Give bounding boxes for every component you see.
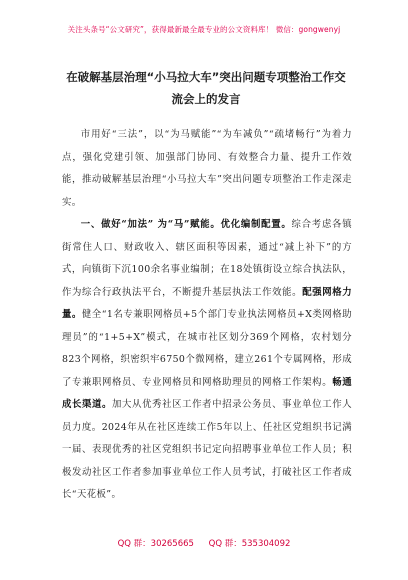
footer-contacts — [0, 537, 408, 549]
title-line-2: 流会上的发言 — [171, 92, 241, 106]
qq-group-1: QQ 群：30265665 — [117, 539, 194, 549]
text-growth: 加大从优秀社区工作者中招录公务员、事业单位工作人员力度。2024年从在社区连续工作5年以上、任社区党组织书记满一届、表现优秀的社区党组织书记定向招聘事业单位工作人员；积极发动社区工作者参加事业单位工作人员考试，打破社区工作者成长“天花板”。 — [62, 399, 352, 500]
text-staffing: 综合考虑各镇街常住人口、财政收入、辖区面积等因素，通过“减上补下”的方式，向镇街下沉100余名事业编制；在18处镇街设立综合执法队，作为综合行政执法平台，不断提升基层执法工作效能。 — [62, 219, 352, 298]
promo-banner: 关注头条号“公文研究”，获得最新最全最专业的公文资料库！ 微信：gongwenyj — [67, 25, 341, 34]
section-1-paragraph — [62, 214, 352, 507]
section-1-heading: 一、做好“加法” 为“马”赋能。 — [80, 219, 221, 230]
subheading-staffing: 优化编制配置。 — [220, 219, 292, 230]
subheading-grid: 配强网格力量。 — [62, 286, 352, 320]
document-title — [50, 66, 362, 110]
qq-group-2: QQ 群：535304092 — [208, 539, 291, 549]
document-body — [62, 124, 352, 507]
text-grid: 健全“1名专兼职网格员+5个部门专业执法网格员+X类网格助理员”的“1+5+X”模式，在城市社区划分369个网格，农村划分823个网格，织密织牢6750个微网格，建立261个专属网格，形成了专兼职网格员、专业网格员和网格助理员的网格工作架构。 — [62, 309, 352, 388]
title-line-1: 在破解基层治理“小马拉大车”突出问题专项整治工作交 — [66, 70, 346, 84]
subheading-growth: 畅通成长渠道。 — [62, 376, 352, 410]
intro-paragraph: 市用好“三法”，以“为马赋能”“为车减负”“疏堵畅行”为着力点，强化党建引领、加强部门协同、有效整合力量、提升工作效能，推动破解基层治理“小马拉大车”突出问题专项整治工作走深走实。 — [62, 129, 352, 208]
